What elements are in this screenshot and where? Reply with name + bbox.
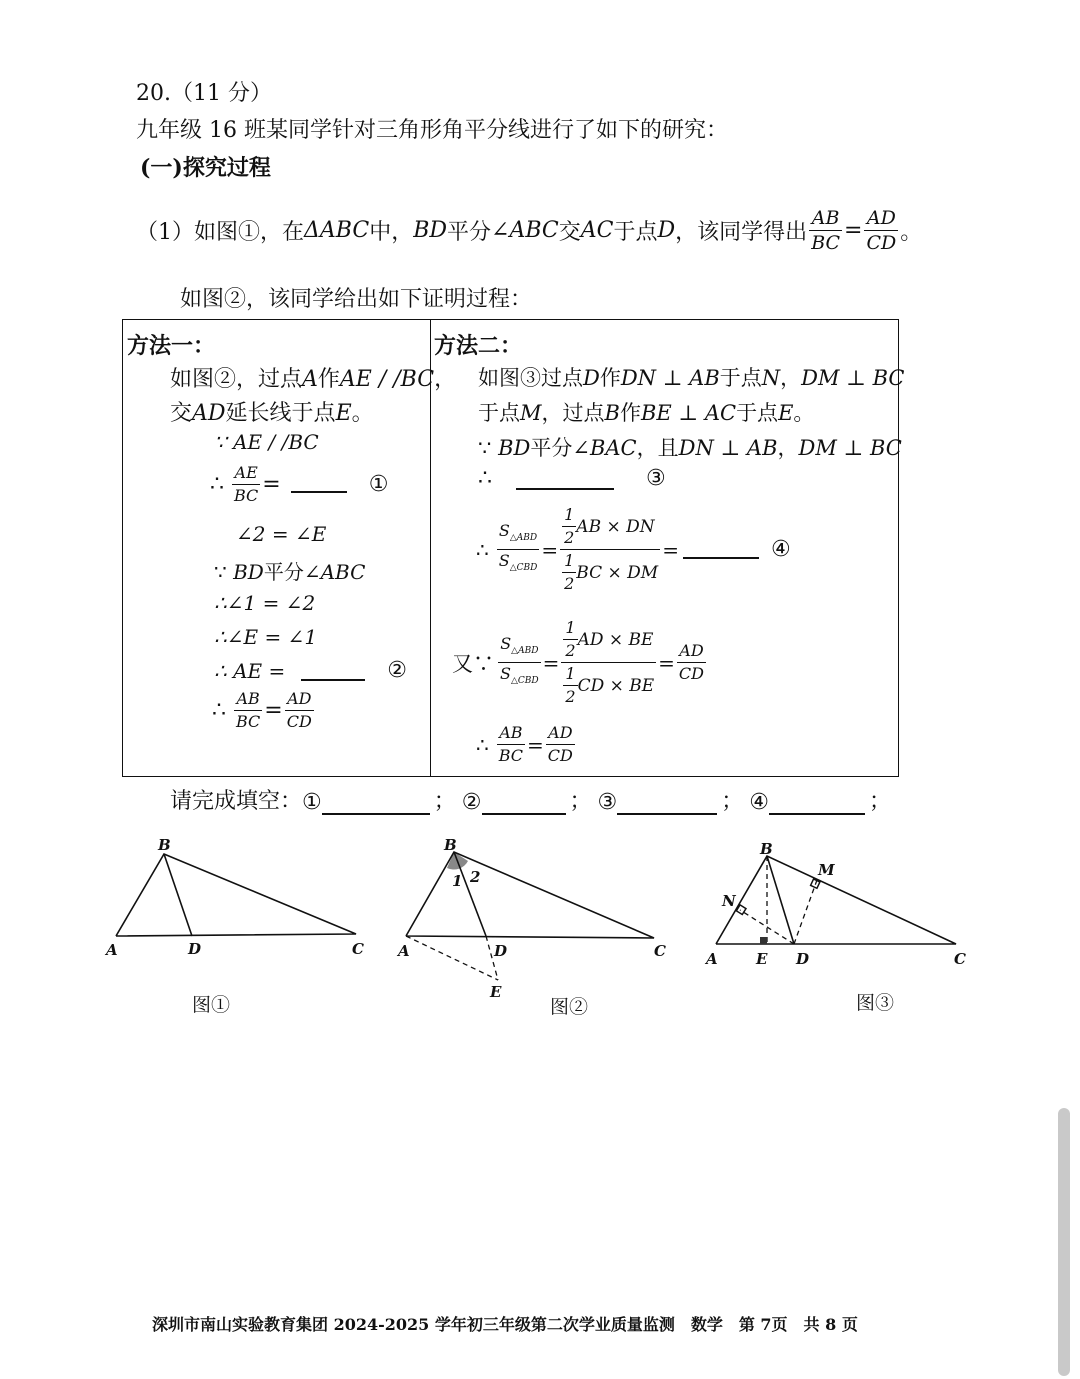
method2-line4: ∴ ③: [478, 466, 666, 491]
label-a: A: [106, 941, 118, 959]
figure-3: [700, 830, 980, 980]
blank-4: [683, 557, 759, 559]
label-b: B: [158, 836, 171, 854]
label-e: E: [756, 950, 768, 968]
triangle-abc: [716, 856, 956, 944]
marker-4: ④: [770, 537, 791, 562]
method2-conclusion: ∴ $\frac{AB}{BC}$ = $\frac{AD}{CD}$: [476, 723, 573, 765]
method1-step2: ∴ $\frac{AE}{BC}$ = ①: [210, 463, 389, 505]
part1-end: 。: [900, 220, 923, 245]
figure-1: [100, 830, 380, 970]
label-d: D: [494, 942, 508, 960]
method2-title: 方法二：: [434, 333, 523, 359]
part1-d: D: [657, 218, 676, 243]
scrollbar-thumb[interactable]: [1058, 1108, 1070, 1376]
blank-3: [516, 488, 614, 490]
method1-step1: ∵ AE / /BC: [214, 430, 319, 454]
fill-in-line: 请完成填空： ① ； ② ； ③ ； ④ ；: [170, 789, 892, 815]
method1-title: 方法一：: [127, 333, 216, 359]
method1-step8: ∴ $\frac{AB}{BC}$ = $\frac{AD}{CD}$: [212, 689, 312, 731]
method2-line2: 于点M，过点B作BE ⊥ AC于点E。: [478, 401, 815, 425]
method1-step6: ∴∠E = ∠1: [214, 625, 318, 649]
bisector-bd: [164, 854, 192, 936]
figure-2-caption: 图②: [550, 996, 589, 1018]
part1-statement: （1）如图①，在 ΔABC 中， BD 平分 ∠ABC 交 AC 于点 D ，该同学得出 $\frac{AB}{BC}$ = $\frac{AD}{CD}$ 。: [136, 207, 923, 254]
label-a: A: [706, 950, 718, 968]
fraction-ab-bc: $\frac{AB}{BC}$: [811, 207, 841, 254]
marker-2: ②: [387, 658, 407, 683]
fraction-ad-cd: $\frac{AD}{CD}$: [866, 207, 897, 254]
answer-blank-4[interactable]: [769, 813, 865, 815]
answer-blank-3[interactable]: [617, 813, 717, 815]
part1-text-i: 于点: [613, 220, 658, 245]
label-b: B: [444, 836, 457, 854]
part1-text-a: （1）如图①，在: [136, 220, 304, 245]
label-m: M: [818, 861, 835, 879]
label-d: D: [188, 940, 202, 958]
part1-triangle: ΔABC: [304, 218, 370, 243]
bisector-bd: [454, 852, 486, 936]
figure-1-caption: 图①: [192, 994, 231, 1016]
method1-step7: ∴ AE = ②: [214, 658, 407, 683]
part1-text-g: 交: [558, 220, 581, 245]
segment-ae: [406, 936, 498, 980]
marker-1: ①: [368, 472, 389, 497]
question-intro: 九年级 16 班某同学针对三角形角平分线进行了如下的研究：: [136, 118, 728, 143]
label-n: N: [722, 892, 736, 910]
label-e: E: [490, 983, 502, 1001]
method1-line1: 如图②，过点A作AE / /BC，: [170, 367, 457, 392]
label-a: A: [398, 942, 410, 960]
proof-intro: 如图②，该同学给出如下证明过程：: [180, 287, 533, 312]
label-c: C: [352, 940, 364, 958]
method2-area-ratio-1: ∴ $\frac{S_{\triangle ABD}}{S_{\triangle CBD}}$ = $\frac{1}{2}$ AB × DN $\frac{1}{2}$ BC × DM = ④: [476, 505, 791, 593]
method2-area-ratio-2: 又∵ $\frac{S_{\triangle ABD}}{S_{\triangle CBD}}$ = $\frac{1}{2}$ AD × BE $\frac{1}{2}$ CD × BE = $\frac{AD}{CD}$: [452, 618, 704, 706]
method2-line3: ∵ BD平分∠BAC，且DN ⊥ AB，DM ⊥ BC: [478, 436, 902, 460]
label-c: C: [654, 942, 666, 960]
blank-1: [291, 491, 347, 493]
label-angle-1: 1: [452, 872, 463, 890]
label-b: B: [760, 840, 773, 858]
answer-blank-1[interactable]: [322, 813, 430, 815]
question-number: 20.（11 分）: [136, 81, 272, 106]
blank-2: [301, 679, 365, 681]
label-c: C: [954, 950, 966, 968]
part1-ac: AC: [580, 218, 614, 243]
part1-text-k: ，该同学得出: [675, 220, 808, 245]
triangle-abc: [116, 854, 356, 936]
method1-line2: 交AD延长线于点E。: [170, 401, 374, 426]
method2-line1: 如图③过点D作DN ⊥ AB于点N，DM ⊥ BC: [478, 366, 905, 390]
figure-3-caption: 图③: [856, 992, 895, 1014]
figure-2: [390, 830, 690, 1010]
marker-3: ③: [646, 466, 666, 491]
label-angle-2: 2: [470, 868, 481, 886]
right-angle-e: [760, 937, 767, 944]
method1-step5: ∴∠1 = ∠2: [214, 591, 316, 615]
section-title: (一)探究过程: [140, 155, 271, 181]
part1-angle: ∠ABC: [491, 218, 559, 243]
perpendicular-dm: [794, 880, 817, 944]
bisector-bd: [767, 856, 794, 944]
answer-blank-2[interactable]: [482, 813, 566, 815]
part1-bd: BD: [413, 218, 448, 243]
method1-step3: ∠2 = ∠E: [236, 522, 327, 546]
method1-step4: ∵ BD平分∠ABC: [214, 560, 366, 584]
page-footer: 深圳市南山实验教育集团 2024-2025 学年初三年级第二次学业质量监测 数学 第 7页 共 8 页: [152, 1315, 858, 1334]
part1-text-e: 平分: [447, 220, 492, 245]
part1-text-c: 中，: [369, 220, 414, 245]
label-d: D: [796, 950, 810, 968]
triangle-abc: [406, 852, 654, 938]
